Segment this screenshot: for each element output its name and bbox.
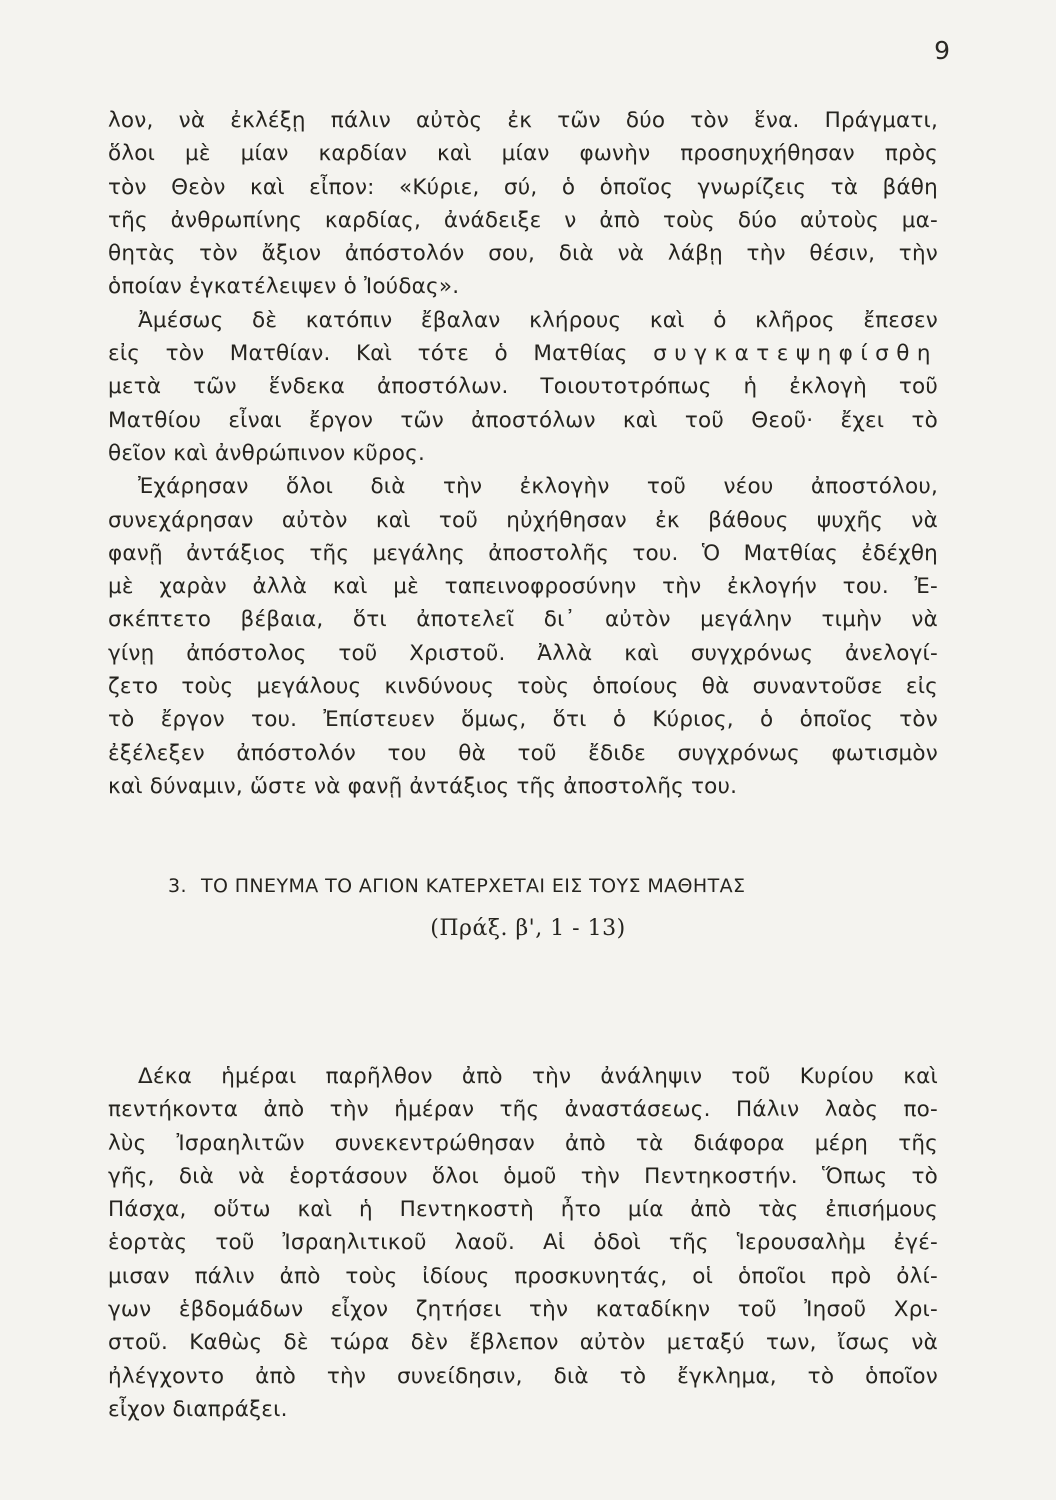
- text-line: στοῦ. Καθὼς δὲ τώρα δὲν ἔβλεπον αὐτὸν μεταξύ των, ἴσως νὰ: [108, 1330, 938, 1356]
- text-line: ἐξέλεξεν ἀπόστολόν του θὰ τοῦ ἔδιδε συγχρόνως φωτισμὸν: [108, 740, 938, 766]
- text-line: ζετο τοὺς μεγάλους κινδύνους τοὺς ὁποίους θὰ συναντοῦσε εἰς: [108, 674, 938, 700]
- text-line: ὁποίαν ἐγκατέλειψεν ὁ Ἰούδας».: [108, 274, 460, 300]
- text-line: μὲ χαρὰν ἀλλὰ καὶ μὲ ταπεινοφροσύνην τὴν ἐκλογήν του. Ἐ-: [108, 574, 938, 600]
- text-line: τῆς ἀνθρωπίνης καρδίας, ἀνάδειξε ν ἀπὸ τοὺς δύο αὐτοὺς μα-: [108, 207, 938, 233]
- text-line: σκέπτετο βέβαια, ὅτι ἀποτελεῖ δι᾽ αὐτὸν μεγάλην τιμὴν νὰ: [108, 607, 938, 633]
- text-line: πεντήκοντα ἀπὸ τὴν ἡμέραν τῆς ἀναστάσεως. Πάλιν λαὸς πο-: [108, 1097, 938, 1123]
- section-heading: [168, 871, 928, 901]
- text-line-with-spaced-word: [108, 337, 938, 370]
- text-line: ἑορτὰς τοῦ Ἰσραηλιτικοῦ λαοῦ. Αἱ ὁδοὶ τῆς Ἱερουσαλὴμ ἐγέ-: [108, 1230, 938, 1256]
- text-line: Ἐχάρησαν ὅλοι διὰ τὴν ἐκλογὴν τοῦ νέου ἀποστόλου,: [138, 474, 938, 500]
- text-block-bottom: [108, 1060, 938, 1426]
- text-line: μετὰ τῶν ἕνδεκα ἀποστόλων. Τοιουτοτρόπως ἡ ἐκλογὴ τοῦ: [108, 374, 938, 400]
- text-line: εἶχον διαπράξει.: [108, 1396, 288, 1422]
- text-line: θητὰς τὸν ἄξιον ἀπόστολόν σου, διὰ νὰ λάβῃ τὴν θέσιν, τὴν: [108, 241, 938, 267]
- text-line: λον, νὰ ἐκλέξῃ πάλιν αὐτὸς ἐκ τῶν δύο τὸν ἕνα. Πράγματι,: [108, 108, 938, 133]
- page-number: 9: [934, 36, 950, 65]
- text-line: Ματθίου εἶναι ἔργον τῶν ἀποστόλων καὶ τοῦ Θεοῦ· ἔχει τὸ: [108, 407, 938, 433]
- text-segment: εἰς τὸν Ματθίαν. Καὶ τότε ὁ Ματθίας: [108, 341, 628, 367]
- text-line: τὸ ἔργον του. Ἐπίστευεν ὅμως, ὅτι ὁ Κύριος, ὁ ὁποῖος τὸν: [108, 707, 938, 733]
- text-line: καὶ δύναμιν, ὥστε νὰ φανῇ ἀντάξιος τῆς ἀποστολῆς του.: [108, 773, 738, 799]
- text-line: γίνῃ ἀπόστολος τοῦ Χριστοῦ. Ἀλλὰ καὶ συγχρόνως ἀνελογί-: [108, 640, 938, 666]
- text-line: γων ἑβδομάδων εἶχον ζητήσει τὴν καταδίκην τοῦ Ἰησοῦ Χρι-: [108, 1297, 938, 1323]
- text-line: λὺς Ἰσραηλιτῶν συνεκεντρώθησαν ἀπὸ τὰ διάφορα μέρη τῆς: [108, 1130, 938, 1156]
- section-citation: (Πράξ. β', 1 - 13): [430, 916, 626, 941]
- text-line: ὅλοι μὲ μίαν καρδίαν καὶ μίαν φωνὴν προσηυχήθησαν πρὸς: [108, 141, 938, 167]
- text-line: Ἀμέσως δὲ κατόπιν ἔβαλαν κλήρους καὶ ὁ κλῆρος ἔπεσεν: [138, 307, 938, 333]
- text-line: ἠλέγχοντο ἀπὸ τὴν συνείδησιν, διὰ τὸ ἔγκλημα, τὸ ὁποῖον: [108, 1363, 938, 1389]
- section-title: ΤΟ ΠΝΕΥΜΑ ΤΟ ΑΓΙΟΝ ΚΑΤΕΡΧΕΤΑΙ ΕΙΣ ΤΟΥΣ ΜΑΘΗΤΑΣ: [200, 875, 746, 897]
- text-line: Πάσχα, οὕτω καὶ ἡ Πεντηκοστὴ ἦτο μία ἀπὸ τὰς ἐπισήμους: [108, 1197, 938, 1223]
- text-line: θεῖον καὶ ἀνθρώπινον κῦρος.: [108, 440, 425, 466]
- text-line: Δέκα ἡμέραι παρῆλθον ἀπὸ τὴν ἀνάληψιν τοῦ Κυρίου καὶ: [138, 1064, 938, 1089]
- text-line: τὸν Θεὸν καὶ εἶπον: «Κύριε, σύ, ὁ ὁποῖος γνωρίζεις τὰ βάθη: [108, 174, 938, 200]
- spaced-word: συγκατεψηφίσθη: [653, 341, 938, 367]
- text-line: γῆς, διὰ νὰ ἑορτάσουν ὅλοι ὁμοῦ τὴν Πεντηκοστήν. Ὅπως τὸ: [108, 1163, 938, 1189]
- section-number: 3.: [168, 875, 187, 897]
- text-line: συνεχάρησαν αὐτὸν καὶ τοῦ ηὐχήθησαν ἐκ βάθους ψυχῆς νὰ: [108, 507, 938, 533]
- text-line: μισαν πάλιν ἀπὸ τοὺς ἰδίους προσκυνητάς, οἱ ὁποῖοι πρὸ ὀλί-: [108, 1263, 938, 1289]
- text-block-top: [108, 104, 938, 803]
- text-line: φανῇ ἀντάξιος τῆς μεγάλης ἀποστολῆς του. Ὁ Ματθίας ἐδέχθη: [108, 540, 938, 566]
